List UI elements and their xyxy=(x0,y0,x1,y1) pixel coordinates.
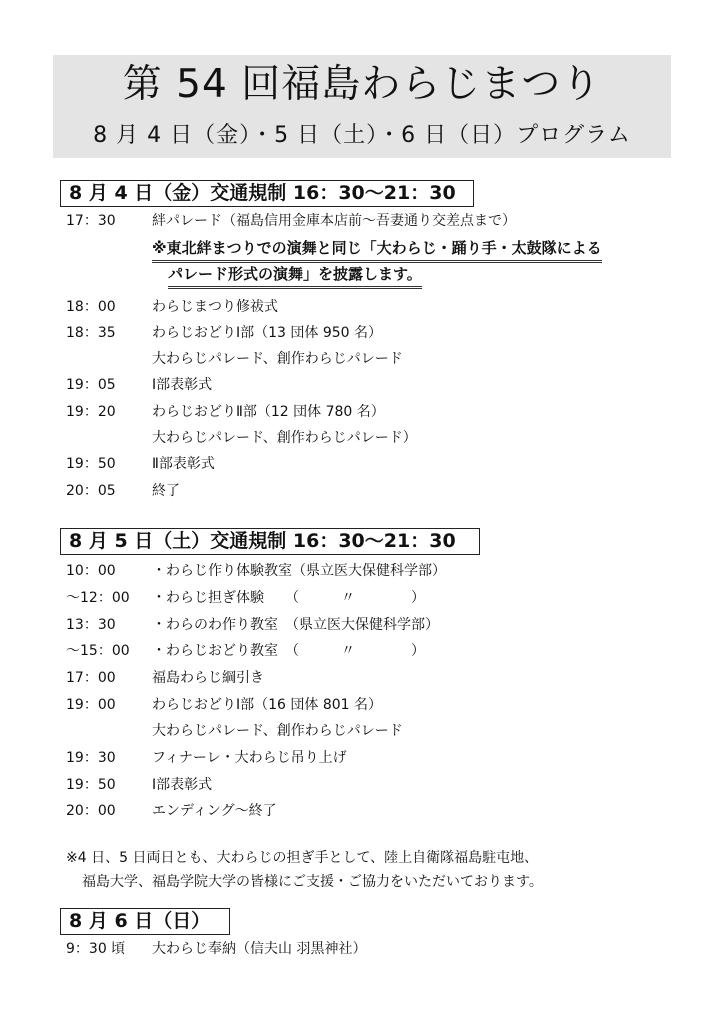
row-desc: Ⅱ部表彰式 xyxy=(152,456,215,472)
row-desc: 終了 xyxy=(152,483,180,499)
row-time: 19：30 xyxy=(66,750,116,766)
row-time: 19：50 xyxy=(66,456,116,472)
row-desc: 大わらじパレード、創作わらじパレード） xyxy=(152,430,417,446)
row-desc: 大わらじパレード、創作わらじパレード xyxy=(152,723,403,739)
row-time: 19：00 xyxy=(66,697,116,713)
row-desc: ・わらじ担ぎ体験 （ 〃 ） xyxy=(152,590,425,606)
row-desc: ・わらじおどり教室 （ 〃 ） xyxy=(152,643,425,659)
row-desc: エンディング～終了 xyxy=(152,803,277,819)
day3-heading: 8 月 6 日（日） xyxy=(60,908,230,935)
row-time: ～15：00 xyxy=(66,643,130,659)
row-desc: 絆パレード（福島信用金庫本店前～吾妻通り交差点まで） xyxy=(152,213,516,229)
day2-heading: 8 月 5 日（土）交通規制 16：30～21：30 xyxy=(60,528,480,555)
day1-note-line2: パレード形式の演舞」を披露します。 xyxy=(168,263,422,289)
footnote-line2: 福島大学、福島学院大学の皆様にご支援・ご協力をいただいております。 xyxy=(82,874,543,890)
row-time: 9：30 頃 xyxy=(66,941,126,957)
day1-heading: 8 月 4 日（金）交通規制 16：30～21：30 xyxy=(60,180,474,207)
row-desc: フィナーレ・大わらじ吊り上げ xyxy=(152,750,347,766)
row-desc: 福島わらじ綱引き xyxy=(152,670,264,686)
row-desc: Ⅰ部表彰式 xyxy=(152,777,213,793)
row-time: 19：50 xyxy=(66,777,116,793)
row-time: 19：20 xyxy=(66,404,116,420)
row-time: ～12：00 xyxy=(66,590,130,606)
program-header xyxy=(53,55,671,158)
row-desc: ・わらのわ作り教室 （県立医大保健科学部） xyxy=(152,617,439,633)
row-desc: Ⅰ部表彰式 xyxy=(152,377,213,393)
row-desc: わらじまつり修祓式 xyxy=(152,299,278,315)
page-title: 第 54 回福島わらじまつり xyxy=(122,62,602,107)
row-time: 19：05 xyxy=(66,377,116,393)
row-time: 17：30 xyxy=(66,213,116,229)
row-time: 20：05 xyxy=(66,483,116,499)
row-desc: わらじおどりⅠ部（16 団体 801 名） xyxy=(152,697,383,713)
row-desc: わらじおどりⅡ部（12 団体 780 名） xyxy=(152,404,385,420)
day1-note-line1: ※東北絆まつりでの演舞と同じ「大わらじ・踊り手・太鼓隊による xyxy=(152,237,602,263)
row-time: 18：00 xyxy=(66,299,116,315)
row-time: 18：35 xyxy=(66,325,116,341)
footnote-line1: ※4 日、5 日両日とも、大わらじの担ぎ手として、陸上自衛隊福島駐屯地、 xyxy=(66,850,539,866)
row-desc: 大わらじパレード、創作わらじパレード xyxy=(152,351,403,367)
row-time: 10：00 xyxy=(66,563,116,579)
row-time: 13：30 xyxy=(66,617,116,633)
row-desc: 大わらじ奉納（信夫山 羽黒神社） xyxy=(152,941,367,957)
page-subtitle: 8 月 4 日（金）・5 日（土）・6 日（日）プログラム xyxy=(93,123,631,148)
row-desc: わらじおどりⅠ部（13 団体 950 名） xyxy=(152,325,383,341)
row-time: 20：00 xyxy=(66,803,116,819)
row-desc: ・わらじ作り体験教室（県立医大保健科学部） xyxy=(152,563,446,579)
row-time: 17：00 xyxy=(66,670,116,686)
